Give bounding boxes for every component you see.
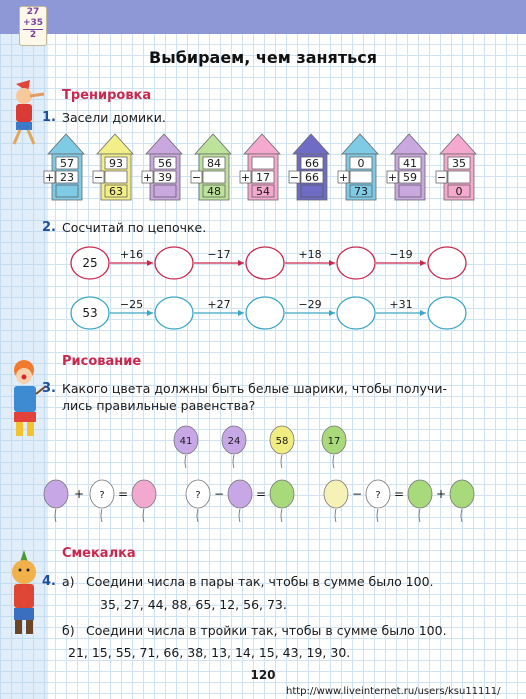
chain-circle bbox=[155, 247, 193, 279]
house-top-value: 35 bbox=[452, 157, 466, 170]
house-roof bbox=[244, 134, 280, 154]
house-cell-mid bbox=[350, 171, 372, 183]
house-operator: + bbox=[240, 171, 251, 184]
corner-card-line: 27 bbox=[26, 7, 40, 17]
house-cell-top bbox=[252, 157, 274, 169]
equation-operator: = bbox=[255, 487, 267, 501]
chain-circle bbox=[337, 247, 375, 279]
house bbox=[289, 134, 329, 200]
chain-arrowhead bbox=[420, 260, 426, 266]
house-cell-mid bbox=[448, 171, 470, 183]
equation-operator: − bbox=[351, 487, 363, 501]
part-b-text: Соедини числа в тройки так, чтобы в сумме было 100. bbox=[86, 623, 447, 638]
chain-arrowhead bbox=[238, 260, 244, 266]
corner-card bbox=[19, 6, 47, 46]
balloon-string bbox=[197, 509, 198, 522]
chain-step-label: −29 bbox=[298, 298, 322, 311]
house-cell-bottom bbox=[56, 185, 78, 197]
chain-circle bbox=[428, 247, 466, 279]
corner-card-line: 2 bbox=[29, 30, 37, 40]
chain-circle bbox=[428, 297, 466, 329]
house-bottom-value: 63 bbox=[109, 185, 123, 198]
balloon-label: 17 bbox=[327, 436, 341, 447]
house-mid-value: 59 bbox=[403, 171, 417, 184]
house-roof bbox=[391, 134, 427, 154]
house-roof bbox=[195, 134, 231, 154]
house-cell-bottom bbox=[154, 185, 176, 197]
balloon bbox=[132, 480, 156, 508]
balloon-label: 41 bbox=[179, 436, 193, 447]
task-number: 3. bbox=[42, 381, 56, 396]
balloon-label: 24 bbox=[227, 436, 241, 447]
chain-start-value: 25 bbox=[82, 256, 98, 270]
house-bottom-value: 54 bbox=[256, 185, 270, 198]
balloon bbox=[408, 480, 432, 508]
house-top-value: 56 bbox=[158, 157, 172, 170]
balloon-string bbox=[281, 509, 282, 522]
house-roof bbox=[48, 134, 84, 154]
house-cell-bottom bbox=[301, 185, 323, 197]
house-top-value: 84 bbox=[207, 157, 221, 170]
chain-step-label: +27 bbox=[207, 298, 231, 311]
chain-step-label: +31 bbox=[389, 298, 413, 311]
chain-circle bbox=[155, 297, 193, 329]
house bbox=[240, 134, 280, 200]
task-text: Засели домики. bbox=[62, 110, 166, 125]
house-roof bbox=[342, 134, 378, 154]
house-cell-mid bbox=[105, 171, 127, 183]
house-roof bbox=[293, 134, 329, 154]
section-heading-smekalka: Смекалка bbox=[62, 546, 136, 561]
balloon bbox=[44, 480, 68, 508]
house-mid-value: 23 bbox=[60, 171, 74, 184]
chain-step-label: −17 bbox=[207, 248, 231, 261]
house-top-value: 93 bbox=[109, 157, 123, 170]
balloon-string bbox=[101, 509, 102, 522]
balloon bbox=[270, 480, 294, 508]
houses-row bbox=[40, 132, 526, 204]
house bbox=[387, 134, 427, 200]
house-bottom-value: 0 bbox=[455, 185, 463, 198]
balloon-string bbox=[233, 455, 234, 468]
page-number: 120 bbox=[250, 668, 276, 682]
equation-operator: = bbox=[117, 487, 129, 501]
house-operator: + bbox=[387, 171, 398, 184]
chain-circle bbox=[337, 297, 375, 329]
house-roof bbox=[440, 134, 476, 154]
house-top-value: 66 bbox=[305, 157, 319, 170]
balloon-string bbox=[55, 509, 56, 522]
part-a-label: а) bbox=[62, 574, 75, 589]
chain-arrowhead bbox=[147, 310, 153, 316]
house bbox=[436, 134, 476, 200]
chain-step-label: +18 bbox=[298, 248, 322, 261]
equation-operator: + bbox=[435, 487, 447, 501]
balloon-string bbox=[143, 509, 144, 522]
house-bottom-value: 73 bbox=[354, 185, 368, 198]
house-mid-value: 17 bbox=[256, 171, 270, 184]
house-bottom-value: 48 bbox=[207, 185, 221, 198]
house-top-value: 57 bbox=[60, 157, 74, 170]
top-band bbox=[0, 0, 526, 34]
task-text: Сосчитай по цепочке. bbox=[62, 220, 207, 235]
chain-arrowhead bbox=[238, 310, 244, 316]
page-title: Выбираем, чем заняться bbox=[149, 48, 377, 67]
footer-url: http://www.liveinternet.ru/users/ksu11111/ bbox=[286, 686, 501, 697]
task-text-line1: Какого цвета должны быть белые шарики, чтобы получи- bbox=[62, 381, 447, 396]
chain-arrowhead bbox=[420, 310, 426, 316]
house bbox=[338, 134, 378, 200]
house-operator: + bbox=[338, 171, 349, 184]
house bbox=[191, 134, 231, 200]
part-a-text: Соедини числа в пары так, чтобы в сумме было 100. bbox=[86, 574, 434, 589]
task-text-line2: лись правильные равенства? bbox=[62, 398, 256, 413]
section-heading-drawing: Рисование bbox=[62, 354, 142, 369]
corner-card-line: +35 bbox=[23, 18, 44, 28]
house-operator: − bbox=[93, 171, 104, 184]
house-operator: − bbox=[436, 171, 447, 184]
house-roof bbox=[146, 134, 182, 154]
equation-operator: − bbox=[213, 487, 225, 501]
task-number: 1. bbox=[42, 110, 56, 125]
balloon bbox=[324, 480, 348, 508]
onion-boy-illustration bbox=[2, 548, 48, 638]
balloon-label: ? bbox=[195, 490, 201, 501]
house-roof bbox=[97, 134, 133, 154]
chain-step-label: −25 bbox=[119, 298, 144, 311]
chain-arrowhead bbox=[147, 260, 153, 266]
section-heading-training: Тренировка bbox=[62, 88, 152, 103]
task-number: 2. bbox=[42, 220, 56, 235]
balloon-label: ? bbox=[375, 490, 381, 501]
chain-circle bbox=[246, 247, 284, 279]
balloon-label: 58 bbox=[275, 436, 289, 447]
equation-operator: + bbox=[73, 487, 85, 501]
balloon-string bbox=[185, 455, 186, 468]
part-b-numbers: 21, 15, 55, 71, 66, 38, 13, 14, 15, 43, 19, 30. bbox=[68, 645, 351, 660]
house bbox=[93, 134, 133, 200]
house-cell-mid bbox=[203, 171, 225, 183]
house bbox=[44, 134, 84, 200]
house-cell-bottom bbox=[399, 185, 421, 197]
balloon-string bbox=[239, 509, 240, 522]
chain-step-label: −19 bbox=[389, 248, 413, 261]
house-top-value: 0 bbox=[357, 157, 365, 170]
equation-operator: = bbox=[393, 487, 405, 501]
balloon-string bbox=[419, 509, 420, 522]
balloon-string bbox=[281, 455, 282, 468]
house bbox=[142, 134, 182, 200]
chain-arrowhead bbox=[329, 260, 335, 266]
balloon bbox=[450, 480, 474, 508]
balloon-label: ? bbox=[99, 490, 105, 501]
house-mid-value: 66 bbox=[305, 171, 319, 184]
chain-start-value: 53 bbox=[82, 306, 98, 320]
house-operator: − bbox=[191, 171, 202, 184]
house-operator: + bbox=[142, 171, 153, 184]
chain-circle bbox=[246, 297, 284, 329]
balloon-string bbox=[335, 509, 336, 522]
house-operator: + bbox=[44, 171, 55, 184]
balloon-string bbox=[377, 509, 378, 522]
house-mid-value: 39 bbox=[158, 171, 172, 184]
part-a-numbers: 35, 27, 44, 88, 65, 12, 56, 73. bbox=[100, 597, 287, 612]
chain-arrowhead bbox=[329, 310, 335, 316]
balloon-string bbox=[333, 455, 334, 468]
balloons-area bbox=[40, 418, 526, 522]
balloon bbox=[228, 480, 252, 508]
house-top-value: 41 bbox=[403, 157, 417, 170]
chain-step-label: +16 bbox=[119, 248, 144, 261]
balloon-string bbox=[461, 509, 462, 522]
task-number: 4. bbox=[42, 574, 56, 589]
house-operator: − bbox=[289, 171, 300, 184]
part-b-label: б) bbox=[62, 623, 75, 638]
number-chains bbox=[60, 238, 526, 338]
